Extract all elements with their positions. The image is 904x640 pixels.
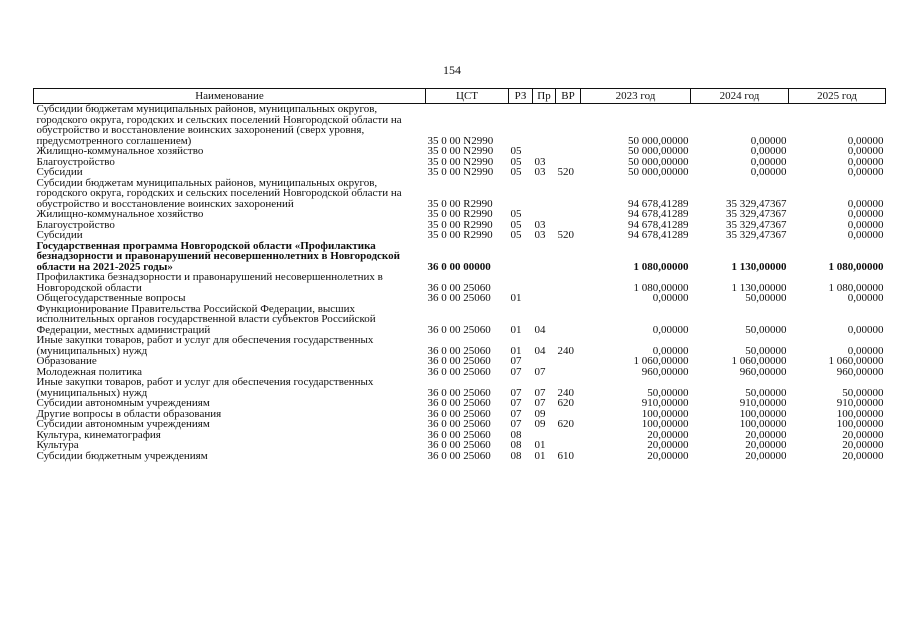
cell-vr: 240 xyxy=(557,386,574,399)
cell-pr: 04 xyxy=(534,344,546,357)
cell-rz: 08 xyxy=(510,449,522,462)
cell-name: Образование xyxy=(36,355,97,367)
cell-2023: 94 678,41289 xyxy=(628,218,689,231)
header-2025: 2025 год xyxy=(789,89,886,104)
cell-2024: 1 060,00000 xyxy=(731,355,787,367)
cell-2025: 0,00000 xyxy=(847,166,884,178)
cell-rz: 01 xyxy=(510,292,522,304)
cell-vr: 620 xyxy=(557,397,574,409)
table-row xyxy=(34,230,886,241)
cell-rz: 05 xyxy=(510,166,522,178)
cell-2023: 94 678,41289 xyxy=(628,208,689,220)
cell-pr xyxy=(533,293,556,304)
cell-rz xyxy=(509,178,533,210)
cell-2025: 0,00000 xyxy=(847,344,884,357)
cell-cst: 36 0 00 25060 xyxy=(427,344,491,357)
cell-name: Культура xyxy=(36,439,79,451)
cell-2025: 0,00000 xyxy=(847,208,884,220)
cell-name: Субсидии автономным учреждениям xyxy=(36,418,210,430)
cell-2024: 100,00000 xyxy=(739,418,787,430)
cell-name: Субсидии бюджетам муниципальных районов, муниципальных округов, городского округа, городских и сельских поселений Новгородской области на обустройство и восстановление воинских захоронений xyxy=(36,176,402,210)
cell-cst: 35 0 00 R2990 xyxy=(427,208,493,220)
cell-pr: 03 xyxy=(534,155,546,168)
cell-2024: 50,00000 xyxy=(745,386,787,399)
cell-cst: 35 0 00 N2990 xyxy=(427,134,494,147)
cell-cst: 36 0 00 25060 xyxy=(427,397,491,409)
cell-2025: 0,00000 xyxy=(847,229,884,241)
header-2024: 2024 год xyxy=(691,89,789,104)
page-number: 154 xyxy=(443,63,461,77)
cell-pr xyxy=(533,356,556,367)
cell-2024: 35 329,47367 xyxy=(726,208,787,220)
cell-rz: 01 xyxy=(510,323,522,336)
cell-name: Жилищно-коммунальное хозяйство xyxy=(36,208,204,220)
cell-2024: 0,00000 xyxy=(750,145,787,157)
cell-pr xyxy=(533,272,556,293)
table-row xyxy=(34,335,886,356)
cell-rz xyxy=(509,272,533,293)
cell-cst: 36 0 00 25060 xyxy=(427,439,491,451)
cell-cst: 36 0 00 25060 xyxy=(427,365,491,378)
cell-2023: 1 060,00000 xyxy=(633,355,689,367)
cell-rz: 07 xyxy=(510,418,522,430)
cell-2023: 960,00000 xyxy=(641,365,689,378)
cell-name: Субсидии бюджетам муниципальных районов, муниципальных округов, городского округа, городских и сельских поселений Новгородской области на обустройство и восстановление воинских захоронений (сверх уровня, предусмотренного соглашением) xyxy=(36,103,402,147)
budget-table xyxy=(33,88,886,461)
cell-pr: 04 xyxy=(534,323,546,336)
header-2023: 2023 год xyxy=(581,89,691,104)
table-row xyxy=(34,304,886,336)
cell-name: Жилищно-коммунальное хозяйство xyxy=(36,145,204,157)
cell-2023: 94 678,41289 xyxy=(628,197,689,210)
cell-cst: 36 0 00 25060 xyxy=(427,428,491,441)
cell-pr: 03 xyxy=(534,166,546,178)
cell-2025: 50,00000 xyxy=(842,386,884,399)
cell-rz: 01 xyxy=(510,344,522,357)
cell-rz: 05 xyxy=(510,218,522,231)
cell-vr xyxy=(556,293,581,304)
cell-2025: 1 080,00000 xyxy=(828,260,884,273)
header-name: Наименование xyxy=(34,89,426,104)
cell-pr: 07 xyxy=(534,365,546,378)
cell-2024: 0,00000 xyxy=(750,155,787,168)
table-row xyxy=(34,398,886,409)
cell-vr xyxy=(556,356,581,367)
cell-name: Иные закупки товаров, работ и услуг для обеспечения государственных (муниципальных) нужд xyxy=(36,376,374,399)
cell-name: Профилактика безнадзорности и правонарушений несовершеннолетних в Новгородской области xyxy=(36,271,383,294)
cell-2024: 0,00000 xyxy=(750,166,787,178)
cell-cst: 36 0 00 25060 xyxy=(427,281,491,294)
cell-vr: 610 xyxy=(557,449,574,462)
cell-2024: 0,00000 xyxy=(750,134,787,147)
cell-vr xyxy=(556,104,581,147)
cell-cst: 36 0 00 25060 xyxy=(427,386,491,399)
cell-pr: 01 xyxy=(534,449,546,462)
cell-2025: 960,00000 xyxy=(836,365,884,378)
cell-rz xyxy=(509,104,533,147)
cell-2024: 960,00000 xyxy=(739,365,787,378)
cell-vr xyxy=(556,430,581,441)
cell-rz: 07 xyxy=(510,397,522,409)
cell-cst: 36 0 00 25060 xyxy=(427,418,491,430)
cell-2023: 1 080,00000 xyxy=(633,260,689,273)
cell-pr: 07 xyxy=(534,386,546,399)
cell-2024: 50,00000 xyxy=(745,292,787,304)
cell-2025: 0,00000 xyxy=(847,323,884,336)
cell-2023: 0,00000 xyxy=(652,344,689,357)
cell-pr: 09 xyxy=(534,418,546,430)
cell-2023: 50 000,00000 xyxy=(628,155,689,168)
table-row xyxy=(34,167,886,178)
cell-2023: 20,00000 xyxy=(647,428,689,441)
cell-name: Государственная программа Новгородской области «Профилактика безнадзорности и правонарушений несовершеннолетних в Новгородской области на 2021-2025 годы» xyxy=(36,239,400,273)
cell-2023: 50 000,00000 xyxy=(628,145,689,157)
cell-2025: 0,00000 xyxy=(847,145,884,157)
table-body xyxy=(34,104,886,462)
table-row xyxy=(34,272,886,293)
cell-2024: 20,00000 xyxy=(745,449,787,462)
cell-2023: 0,00000 xyxy=(652,292,689,304)
table-row xyxy=(34,146,886,157)
cell-pr xyxy=(533,178,556,210)
cell-rz: 08 xyxy=(510,439,522,451)
table-row xyxy=(34,293,886,304)
cell-cst: 36 0 00 25060 xyxy=(427,355,491,367)
cell-2024: 20,00000 xyxy=(745,428,787,441)
cell-2024: 910,00000 xyxy=(739,397,787,409)
table-row xyxy=(34,104,886,147)
cell-vr: 520 xyxy=(557,166,574,178)
cell-2023: 100,00000 xyxy=(641,418,689,430)
cell-pr xyxy=(533,209,556,220)
table-row xyxy=(34,377,886,398)
cell-vr xyxy=(556,272,581,293)
cell-cst: 35 0 00 N2990 xyxy=(427,166,494,178)
cell-rz: 05 xyxy=(510,145,522,157)
cell-name: Функционирование Правительства Российской Федерации, высших исполнительных органов государственной власти субъектов Российской Федерации, местных администраций xyxy=(36,302,376,336)
cell-2024: 50,00000 xyxy=(745,323,787,336)
cell-2023: 100,00000 xyxy=(641,407,689,420)
cell-pr: 03 xyxy=(534,218,546,231)
cell-2023: 910,00000 xyxy=(641,397,689,409)
header-rz: РЗ xyxy=(509,89,533,104)
cell-name: Благоустройство xyxy=(36,155,115,168)
cell-rz: 08 xyxy=(510,428,522,441)
cell-2024: 1 130,00000 xyxy=(731,260,787,273)
cell-cst: 35 0 00 R2990 xyxy=(427,218,493,231)
cell-2023: 0,00000 xyxy=(652,323,689,336)
cell-pr: 01 xyxy=(534,439,546,451)
cell-vr: 620 xyxy=(557,418,574,430)
cell-vr xyxy=(556,440,581,451)
cell-vr xyxy=(556,209,581,220)
cell-2025: 100,00000 xyxy=(836,407,884,420)
cell-2024: 1 130,00000 xyxy=(731,281,787,294)
cell-2025: 1 060,00000 xyxy=(828,355,884,367)
cell-2024: 100,00000 xyxy=(739,407,787,420)
cell-2025: 0,00000 xyxy=(847,155,884,168)
header-cst: ЦСТ xyxy=(426,89,509,104)
cell-name: Благоустройство xyxy=(36,218,115,231)
table-row xyxy=(34,419,886,430)
cell-2025: 0,00000 xyxy=(847,134,884,147)
cell-cst: 36 0 00 25060 xyxy=(427,292,491,304)
cell-vr xyxy=(556,178,581,210)
cell-2025: 1 080,00000 xyxy=(828,281,884,294)
cell-pr: 09 xyxy=(534,407,546,420)
cell-vr xyxy=(556,304,581,336)
cell-vr: 240 xyxy=(557,344,574,357)
table-row xyxy=(34,241,886,273)
cell-rz: 07 xyxy=(510,365,522,378)
cell-vr xyxy=(556,241,581,273)
cell-2024: 35 329,47367 xyxy=(726,218,787,231)
table-row xyxy=(34,209,886,220)
cell-name: Молодежная политика xyxy=(36,365,143,378)
cell-2025: 100,00000 xyxy=(836,418,884,430)
header-row xyxy=(34,89,886,104)
cell-2023: 94 678,41289 xyxy=(628,229,689,241)
cell-rz: 05 xyxy=(510,229,522,241)
cell-name: Культура, кинематография xyxy=(36,428,161,441)
cell-2023: 20,00000 xyxy=(647,449,689,462)
cell-2024: 35 329,47367 xyxy=(726,229,787,241)
cell-pr: 03 xyxy=(534,229,546,241)
cell-pr xyxy=(533,241,556,273)
cell-2025: 910,00000 xyxy=(836,397,884,409)
cell-rz: 07 xyxy=(510,386,522,399)
cell-name: Субсидии бюджетным учреждениям xyxy=(36,449,208,462)
cell-cst: 35 0 00 R2990 xyxy=(427,229,493,241)
cell-2023: 20,00000 xyxy=(647,439,689,451)
cell-cst: 36 0 00 25060 xyxy=(427,449,491,462)
cell-2025: 20,00000 xyxy=(842,428,884,441)
cell-cst: 36 0 00 25060 xyxy=(427,407,491,420)
cell-cst: 36 0 00 00000 xyxy=(427,260,491,273)
cell-name: Субсидии автономным учреждениям xyxy=(36,397,210,409)
cell-cst: 36 0 00 25060 xyxy=(427,323,491,336)
cell-name: Иные закупки товаров, работ и услуг для обеспечения государственных (муниципальных) нужд xyxy=(36,334,374,357)
cell-pr: 07 xyxy=(534,397,546,409)
cell-cst: 35 0 00 N2990 xyxy=(427,145,494,157)
cell-pr xyxy=(533,104,556,147)
cell-name: Общегосударственные вопросы xyxy=(36,292,186,304)
cell-vr xyxy=(556,367,581,378)
cell-rz: 05 xyxy=(510,208,522,220)
cell-name: Субсидии xyxy=(36,229,83,241)
cell-cst: 35 0 00 N2990 xyxy=(427,155,494,168)
cell-2025: 0,00000 xyxy=(847,292,884,304)
cell-pr xyxy=(533,146,556,157)
cell-name: Другие вопросы в области образования xyxy=(36,407,222,420)
cell-rz: 07 xyxy=(510,407,522,420)
cell-2023: 50 000,00000 xyxy=(628,166,689,178)
cell-vr xyxy=(556,146,581,157)
cell-2024: 20,00000 xyxy=(745,439,787,451)
header-pr: Пр xyxy=(533,89,556,104)
table-row xyxy=(34,356,886,367)
cell-vr: 520 xyxy=(557,229,574,241)
cell-2025: 0,00000 xyxy=(847,197,884,210)
table-row xyxy=(34,451,886,462)
cell-2023: 1 080,00000 xyxy=(633,281,689,294)
cell-2023: 50,00000 xyxy=(647,386,689,399)
cell-2024: 50,00000 xyxy=(745,344,787,357)
cell-2025: 20,00000 xyxy=(842,449,884,462)
cell-name: Субсидии xyxy=(36,166,83,178)
cell-2024: 35 329,47367 xyxy=(726,197,787,210)
cell-2025: 0,00000 xyxy=(847,218,884,231)
table-row xyxy=(34,178,886,210)
cell-cst: 35 0 00 R2990 xyxy=(427,197,493,210)
cell-2025: 20,00000 xyxy=(842,439,884,451)
cell-rz: 07 xyxy=(510,355,522,367)
cell-rz: 05 xyxy=(510,155,522,168)
table-row xyxy=(34,440,886,451)
header-vr: ВР xyxy=(556,89,581,104)
cell-2023: 50 000,00000 xyxy=(628,134,689,147)
cell-rz xyxy=(509,241,533,273)
